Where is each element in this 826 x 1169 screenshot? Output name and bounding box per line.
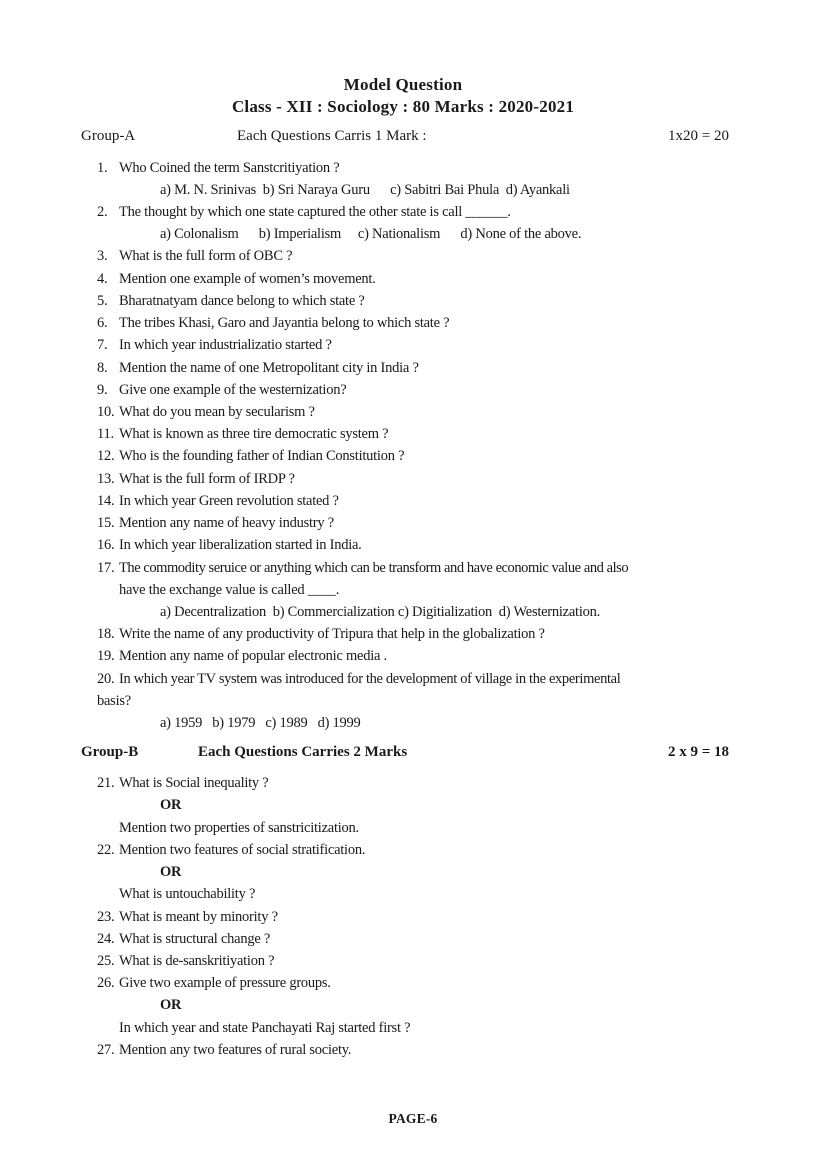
or-label: OR xyxy=(160,864,182,880)
question-number: 6. xyxy=(97,315,108,331)
question-number: 19. xyxy=(97,648,115,664)
alternative-text: What is untouchability ? xyxy=(119,886,256,902)
question-number: 20. xyxy=(97,671,115,687)
alternative-text: In which year and state Panchayati Raj started first ? xyxy=(119,1020,411,1036)
question-text: Who Coined the term Sanstcritiyation ? xyxy=(119,160,340,176)
continuation-text: basis? xyxy=(97,693,131,709)
alternative-text: Mention two properties of sanstricitization. xyxy=(119,820,359,836)
question-text: In which year TV system was introduced for the development of village in the experimental xyxy=(119,671,621,687)
question-text: The tribes Khasi, Garo and Jayantia belong to which state ? xyxy=(119,315,450,331)
question-number: 23. xyxy=(97,909,115,925)
question-text: Mention one example of women’s movement. xyxy=(119,271,376,287)
group-a-header xyxy=(81,128,729,150)
question-number: 15. xyxy=(97,515,115,531)
question-text: What do you mean by secularism ? xyxy=(119,404,315,420)
question-text: In which year Green revolution stated ? xyxy=(119,493,339,509)
question-text: What is structural change ? xyxy=(119,931,271,947)
question-text: Mention two features of social stratification. xyxy=(119,842,366,858)
question-text: What is the full form of IRDP ? xyxy=(119,471,295,487)
question-number: 1. xyxy=(97,160,108,176)
question-number: 17. xyxy=(97,560,115,576)
question-number: 10. xyxy=(97,404,115,420)
question-number: 5. xyxy=(97,293,108,309)
question-number: 12. xyxy=(97,448,115,464)
question-number: 26. xyxy=(97,975,115,991)
question-number: 18. xyxy=(97,626,115,642)
question-text: Who is the founding father of Indian Constitution ? xyxy=(119,448,405,464)
question-text: What is Social inequality ? xyxy=(119,775,269,791)
question-text: The thought by which one state captured the other state is call ______. xyxy=(119,204,511,220)
question-number: 21. xyxy=(97,775,115,791)
question-text: In which year liberalization started in India. xyxy=(119,537,362,553)
question-text: The commodity seruice or anything which can be transform and have economic value and also xyxy=(119,560,629,576)
group-name: Group-B xyxy=(81,744,139,760)
question-text: Give two example of pressure groups. xyxy=(119,975,331,991)
question-number: 22. xyxy=(97,842,115,858)
question-text: Mention any name of popular electronic media . xyxy=(119,648,387,664)
or-label: OR xyxy=(160,797,182,813)
continuation-text: have the exchange value is called ____. xyxy=(119,582,340,598)
options-text: a) Colonalism b) Imperialism c) Nationalism d) None of the above. xyxy=(160,226,582,242)
question-number: 14. xyxy=(97,493,115,509)
question-number: 24. xyxy=(97,931,115,947)
options-text: a) 1959 b) 1979 c) 1989 d) 1999 xyxy=(160,715,361,731)
or-label: OR xyxy=(160,997,182,1013)
options-text: a) M. N. Srinivas b) Sri Naraya Guru c) Sabitri Bai Phula d) Ayankali xyxy=(160,182,570,198)
question-text: What is known as three tire democratic system ? xyxy=(119,426,389,442)
question-number: 3. xyxy=(97,248,108,264)
question-text: What is the full form of OBC ? xyxy=(119,248,293,264)
group-description: Each Questions Carris 1 Mark : xyxy=(237,128,427,144)
group-description: Each Questions Carries 2 Marks xyxy=(198,744,408,760)
question-number: 4. xyxy=(97,271,108,287)
group-name: Group-A xyxy=(81,128,136,144)
question-text: Write the name of any productivity of Tripura that help in the globalization ? xyxy=(119,626,545,642)
question-number: 2. xyxy=(97,204,108,220)
question-number: 27. xyxy=(97,1042,115,1058)
question-text: Mention any name of heavy industry ? xyxy=(119,515,334,531)
question-text: What is meant by minority ? xyxy=(119,909,278,925)
question-text: In which year industrializatio started ? xyxy=(119,337,332,353)
document-subtitle: Class - XII : Sociology : 80 Marks : 2020-2021 xyxy=(231,97,575,116)
page-number: PAGE-6 xyxy=(388,1111,438,1126)
question-number: 16. xyxy=(97,537,115,553)
question-number: 7. xyxy=(97,337,108,353)
question-text: Mention any two features of rural society. xyxy=(119,1042,352,1058)
question-number: 11. xyxy=(97,426,114,442)
document-title: Model Question xyxy=(343,75,463,94)
question-number: 13. xyxy=(97,471,115,487)
question-number: 25. xyxy=(97,953,115,969)
question-text: Give one example of the westernization? xyxy=(119,382,347,398)
group-marks: 1x20 = 20 xyxy=(668,128,729,144)
question-text: Mention the name of one Metropolitant city in India ? xyxy=(119,360,419,376)
group-b-header xyxy=(81,744,729,766)
question-number: 8. xyxy=(97,360,108,376)
options-text: a) Decentralization b) Commercialization c) Digitialization d) Westernization. xyxy=(160,604,600,620)
group-marks: 2 x 9 = 18 xyxy=(667,744,729,760)
question-text: What is de-sanskritiyation ? xyxy=(119,953,275,969)
question-text: Bharatnatyam dance belong to which state ? xyxy=(119,293,365,309)
question-number: 9. xyxy=(97,382,108,398)
